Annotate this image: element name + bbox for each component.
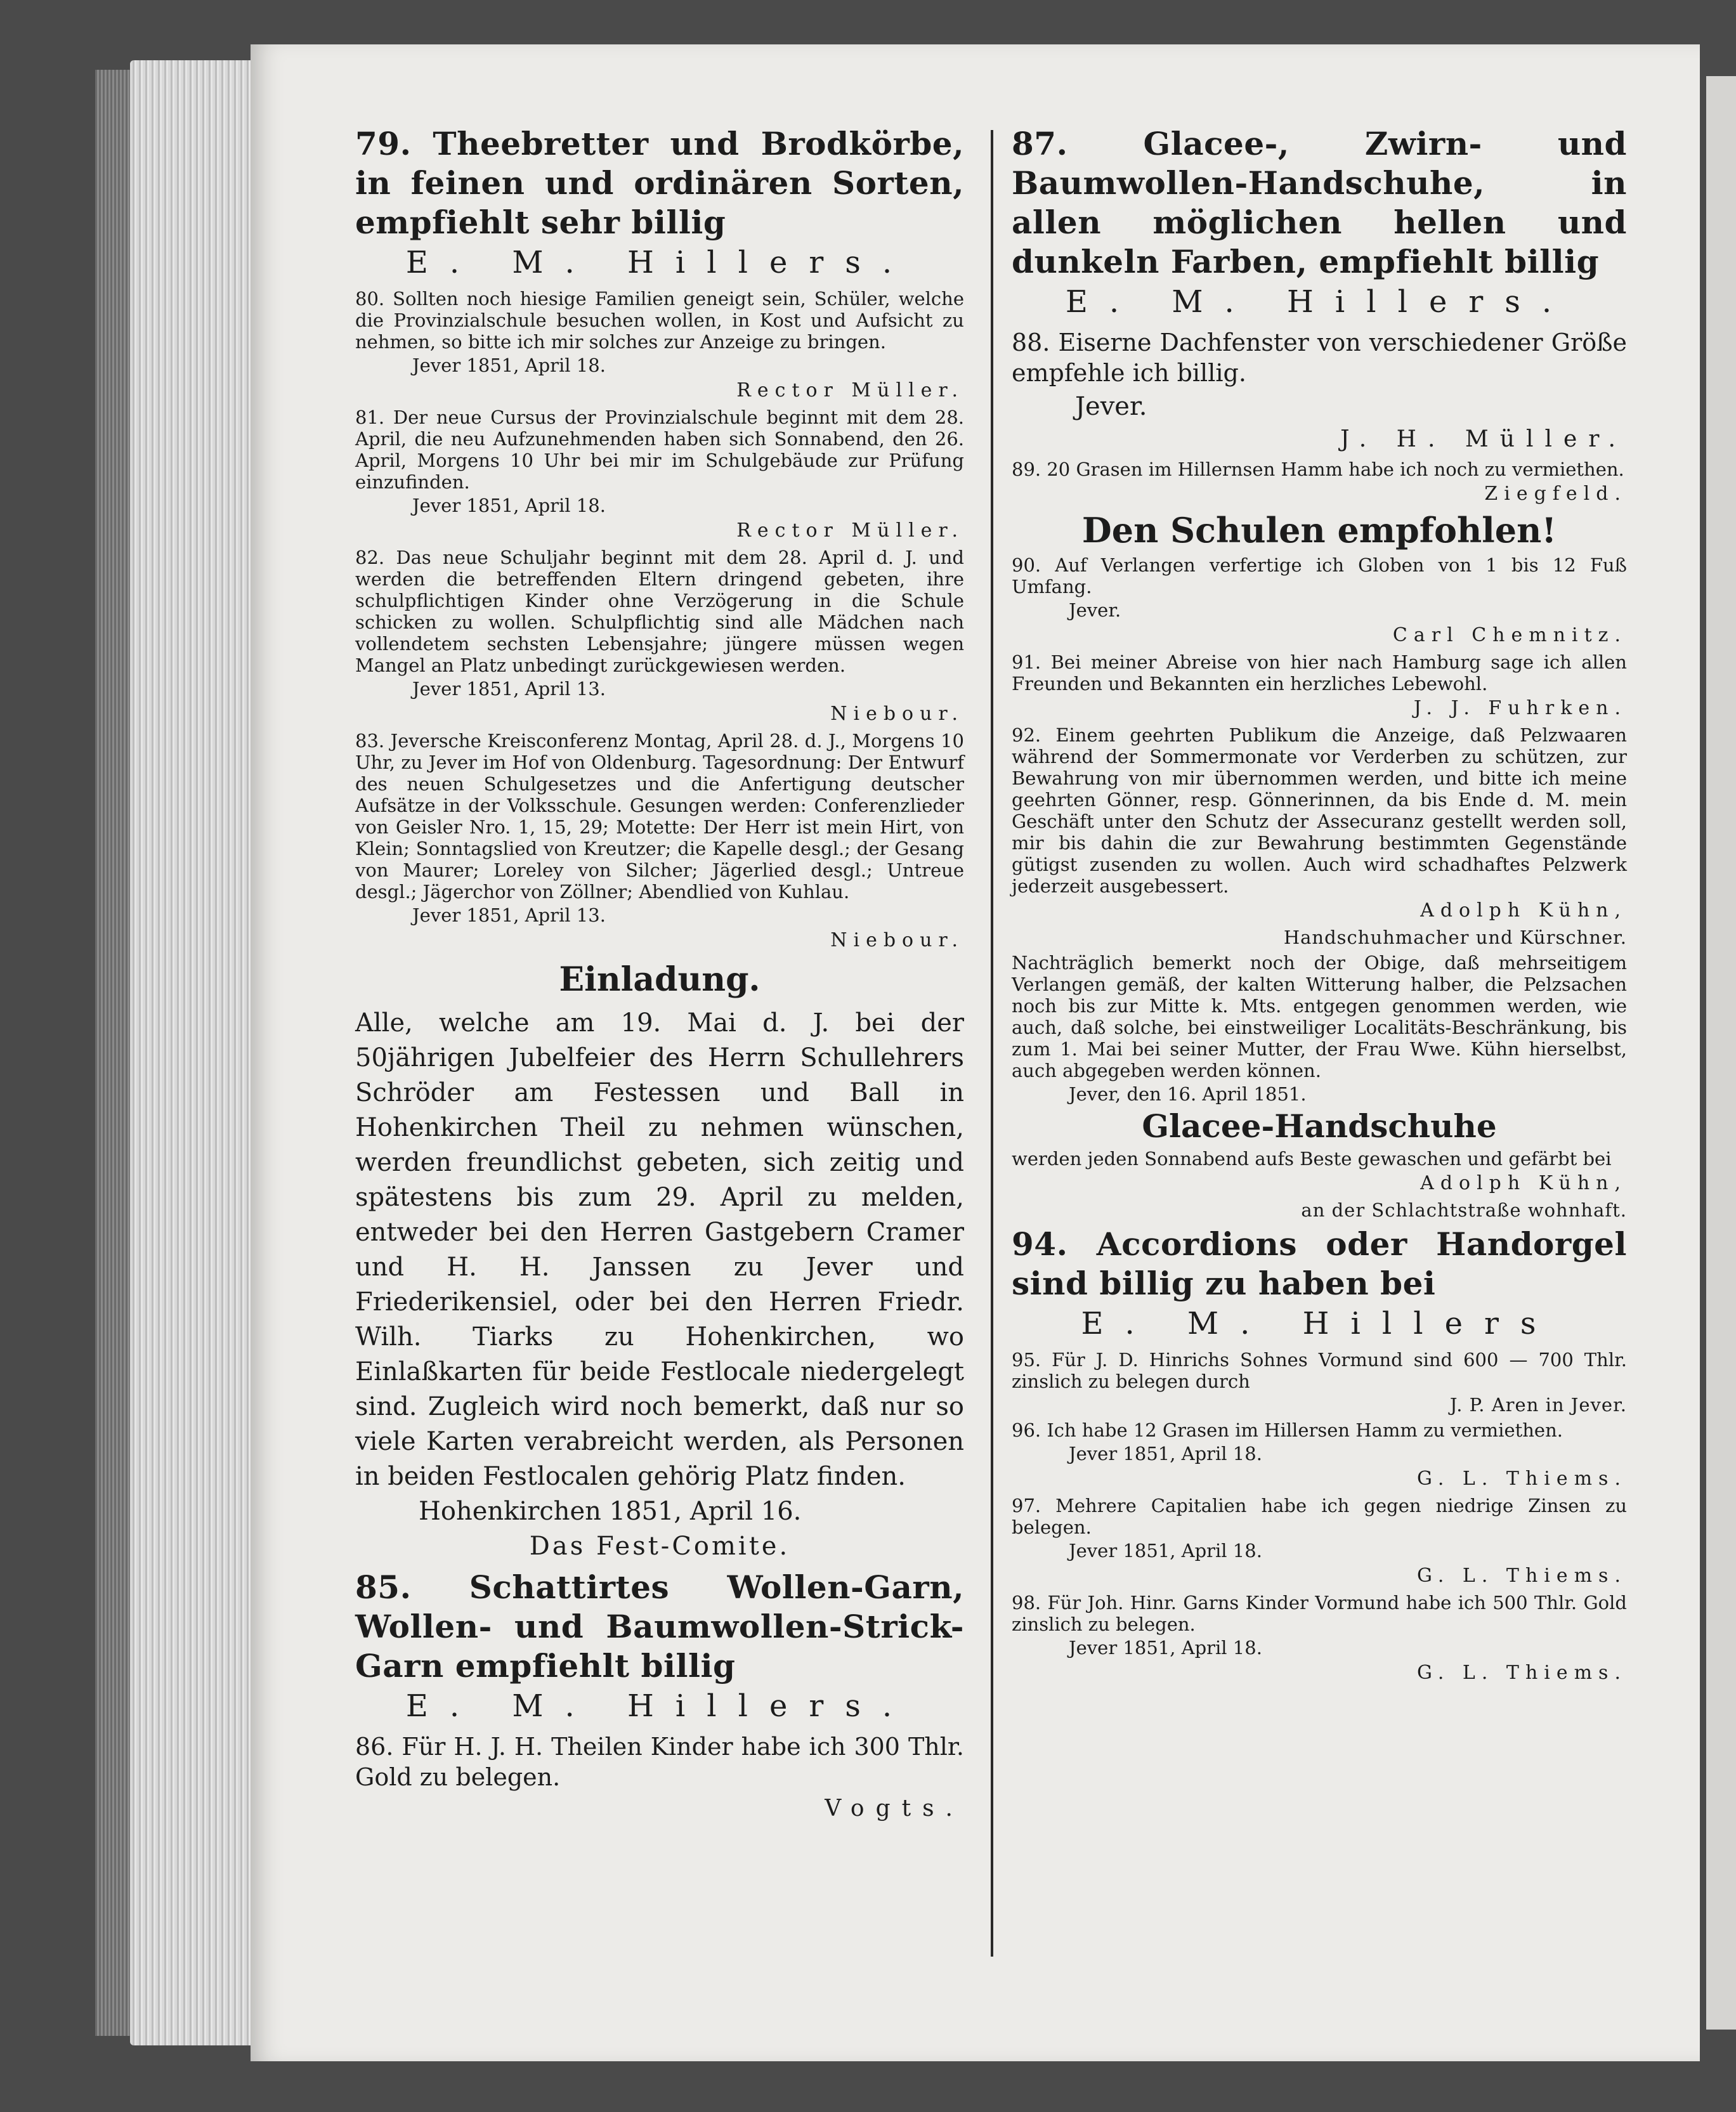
- glacee-text: werden jeden Sonnabend aufs Beste gewaschen und gefärbt bei: [1012, 1148, 1612, 1170]
- signature: Ziegfeld.: [1484, 483, 1627, 505]
- signature: Rector Müller.: [736, 519, 964, 542]
- date: Jever 1851, April 13.: [412, 678, 606, 700]
- notice-92: 92. Einem geehrten Publikum die Anzeige, daß Pelzwaaren während der Sommermonate vor Verderben zu schützen, zur Bewahrung von mir übernommen werden, und bitte ich meine geehrten Gönner, resp. Gönnerinnen, da bis Ende d. M. mein Geschäft unter den Schutz der Assecuranz gestellt werden soll, mir bis dahin die zur Bewahrung bestimmten Gegenstände gütigst zusenden zu wollen. Auch wird schadhaftes Pelzwerk jederzeit ausgebessert.: [1012, 724, 1627, 897]
- date: Jever 1851, April 18.: [1069, 1540, 1262, 1561]
- signature: Vogts.: [825, 1796, 964, 1822]
- notice-91: 91. Bei meiner Abreise von hier nach Hamburg sage ich allen Freunden und Bekannten ein herzliches Lebewohl.: [1012, 651, 1627, 694]
- notice-95: 95. Für J. D. Hinrichs Sohnes Vormund sind 600 — 700 Thlr. zinslich zu belegen durch: [1012, 1349, 1627, 1392]
- right-column: [1012, 121, 1627, 1689]
- notice-98: 98. Für Joh. Hinr. Garns Kinder Vormund habe ich 500 Thlr. Gold zinslich zu belegen.: [1012, 1592, 1627, 1635]
- signature: J. P. Aren in Jever.: [1449, 1394, 1627, 1416]
- einladung-text: Alle, welche am 19. Mai d. J. bei der 50jährigen Jubelfeier des Herrn Schullehrers Schröder am Festessen und Ball in Hohenkirchen Theil zu nehmen wünschen, werden freundlichst gebeten, sich zeitig und spätestens bis zum 29. April zu melden, entweder bei den Herren Gastgebern Cramer und H. H. Janssen zu Jever und Friederikensiel, oder bei den Herren Friedr. Wilh. Tiarks zu Hohenkirchen, wo Einlaßkarten für beide Festlocale niedergelegt sind. Zugleich wird noch bemerkt, daß nur so viele Karten verabreicht werden, als Personen in beiden Festlocalen gehörig Platz finden.: [355, 1008, 964, 1491]
- signature-hillers: E. M. Hillers: [1081, 1306, 1558, 1341]
- date: Jever.: [1069, 599, 1121, 621]
- signature: G. L. Thiems.: [1416, 1565, 1627, 1587]
- einladung-date: Hohenkirchen 1851, April 16.: [419, 1497, 802, 1526]
- signature: Adolph Kühn,: [1420, 899, 1627, 922]
- notice-82: 82. Das neue Schuljahr beginnt mit dem 28. April d. J. und werden die betreffenden Eltern dringend gebeten, ihre schulpflichtigen Kinder ohne Verzögerung in die Schule schicken zu wollen. Schulpflichtig sind alle Mädchen nach vollendetem sechsten Lebensjahre; jüngere müssen wegen Mangel an Platz unbedingt zurückgewiesen werden.: [355, 547, 964, 676]
- notice-86: 86. Für H. J. H. Theilen Kinder habe ich 300 Thlr. Gold zu belegen.: [355, 1733, 964, 1791]
- book-cover: [95, 70, 133, 2036]
- date: Jever, den 16. April 1851.: [1069, 1083, 1307, 1105]
- signature: G. L. Thiems.: [1416, 1468, 1627, 1490]
- left-column: [355, 121, 964, 1828]
- column-divider: [991, 130, 993, 1957]
- einladung-heading: Einladung.: [559, 960, 760, 999]
- signature: J. H. Müller.: [1340, 426, 1627, 452]
- notice-89: 89. 20 Grasen im Hillernsen Hamm habe ich noch zu vermiethen.: [1012, 459, 1624, 480]
- signature-hillers: E. M. Hillers.: [1065, 284, 1574, 320]
- signature-address: an der Schlachtstraße wohnhaft.: [1301, 1199, 1627, 1221]
- date: Jever 1851, April 13.: [412, 904, 606, 926]
- ad-87: 87. Glacee-, Zwirn- und Baumwollen-Handschuhe, in allen möglichen hellen und dunkeln Farben, empfiehlt billig: [1012, 125, 1627, 280]
- date: Jever 1851, April 18.: [1069, 1443, 1262, 1464]
- signature-hillers: E. M. Hillers.: [405, 245, 914, 280]
- next-page-edge: [1706, 76, 1736, 2030]
- notice-92-addendum: Nachträglich bemerkt noch der Obige, daß mehrseitigem Verlangen gemäß, der kalten Witterung halber, die Pelzsachen noch bis zur Mitte k. Mts. entgegen genommen werden, wie auch, daß solche, bei einstweiliger Localitäts-Beschränkung, bis zum 1. Mai bei seiner Mutter, der Frau Wwe. Kühn hierselbst, auch abgegeben werden können.: [1012, 952, 1627, 1081]
- notice-81: 81. Der neue Cursus der Provinzialschule beginnt mit dem 28. April, die neu Aufzunehmenden haben sich Sonnabend, den 26. April, Morgens 10 Uhr bei mir im Schulgebäude zur Prüfung einzufinden.: [355, 407, 964, 493]
- signature: Adolph Kühn,: [1420, 1172, 1627, 1194]
- schulen-heading: Den Schulen empfohlen!: [1081, 510, 1557, 551]
- date: Jever.: [1075, 392, 1147, 421]
- notice-97: 97. Mehrere Capitalien habe ich gegen niedrige Zinsen zu belegen.: [1012, 1495, 1627, 1538]
- notice-83: 83. Jeversche Kreisconferenz Montag, April 28. d. J., Morgens 10 Uhr, zu Jever im Hof von Oldenburg. Tagesordnung: Der Entwurf des neuen Schulgesetzes und die Anfertigung deutscher Aufsätze in der Volksschule. Gesungen werden: Conferenzlieder von Geisler Nro. 1, 15, 29; Motette: Der Herr ist mein Hirt, von Klein; Sonntagslied von Kreutzer; die Kapelle desgl.; der Gesang von Maurer; Loreley von Silcher; Jägerlied desgl.; Untreue desgl.; Jägerchor von Zöllner; Abendlied von Kuhlau.: [355, 730, 964, 903]
- signature-hillers: E. M. Hillers.: [405, 1688, 914, 1724]
- notice-88: 88. Eiserne Dachfenster von verschiedener Größe empfehle ich billig.: [1012, 329, 1627, 387]
- signature: J. J. Fuhrken.: [1413, 697, 1627, 719]
- notice-96: 96. Ich habe 12 Grasen im Hillersen Hamm zu vermiethen.: [1012, 1419, 1563, 1441]
- notice-80: 80. Sollten noch hiesige Familien geneigt sein, Schüler, welche die Provinzialschule besuchen wollen, in Kost und Aufsicht zu nehmen, so bitte ich mir solches zur Anzeige zu bringen.: [355, 288, 964, 353]
- einladung-signature: Das Fest-Comite.: [529, 1532, 790, 1561]
- signature: G. L. Thiems.: [1416, 1662, 1627, 1684]
- ad-94: 94. Accordions oder Handorgel sind billig zu haben bei: [1012, 1225, 1627, 1302]
- date: Jever 1851, April 18.: [412, 355, 606, 376]
- page-edges: [130, 60, 251, 2045]
- date: Jever 1851, April 18.: [412, 495, 606, 516]
- signature: Niebour.: [830, 929, 964, 951]
- signature: Niebour.: [830, 703, 964, 725]
- signature: Rector Müller.: [736, 379, 964, 401]
- notice-90: 90. Auf Verlangen verfertige ich Globen von 1 bis 12 Fuß Umfang.: [1012, 554, 1627, 597]
- ad-85: 85. Schattirtes Wollen-Garn, Wollen- und Baumwollen-Strick-Garn empfiehlt billig: [355, 1568, 964, 1685]
- glacee-heading: Glacee-Handschuhe: [1142, 1107, 1497, 1145]
- signature-title: Handschuhmacher und Kürschner.: [1283, 927, 1627, 948]
- signature: Carl Chemnitz.: [1392, 624, 1627, 646]
- date: Jever 1851, April 18.: [1069, 1637, 1262, 1659]
- ad-79: 79. Theebretter und Brodkörbe, in feinen und ordinären Sorten, empfiehlt sehr billig: [355, 125, 964, 241]
